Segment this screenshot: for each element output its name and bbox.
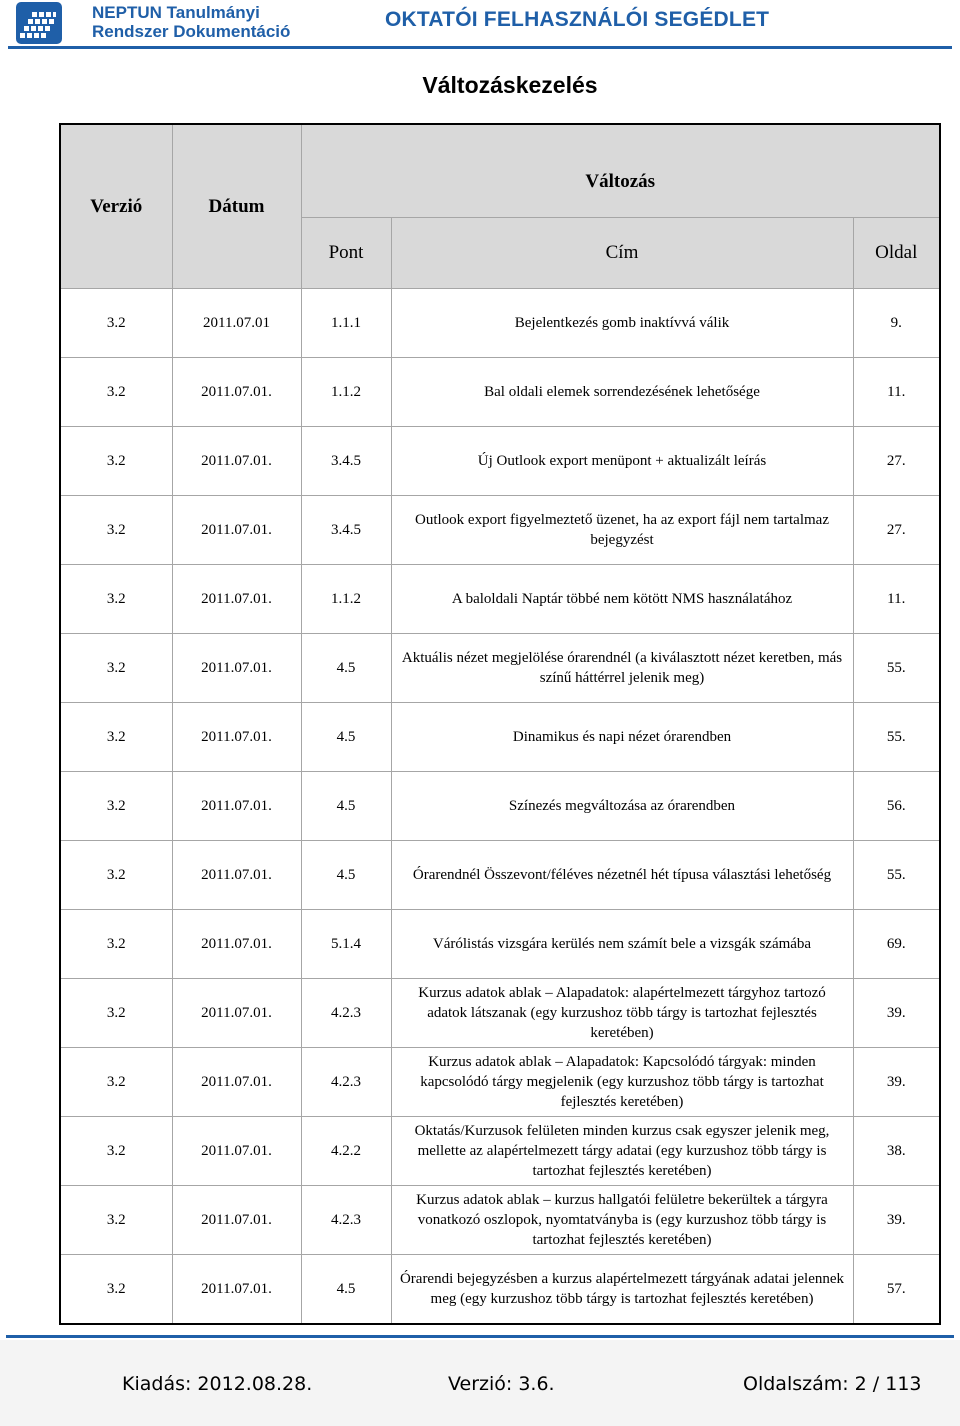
header-verzio: Verzió	[60, 124, 172, 289]
footer-release-date: Kiadás: 2012.08.28.	[122, 1373, 313, 1395]
cell-verzio: 3.2	[60, 703, 172, 772]
table-row	[60, 358, 940, 427]
cell-verzio: 3.2	[60, 1255, 172, 1325]
cell-datum: 2011.07.01	[172, 289, 301, 358]
cell-datum: 2011.07.01.	[172, 427, 301, 496]
cell-pont: 4.5	[301, 703, 391, 772]
cell-cim: Új Outlook export menüpont + aktualizált leírás	[391, 427, 853, 496]
header-valtozas: Változás	[301, 124, 940, 218]
table-row	[60, 703, 940, 772]
cell-oldal: 9.	[853, 289, 940, 358]
cell-oldal: 11.	[853, 565, 940, 634]
cell-oldal: 39.	[853, 1186, 940, 1255]
table-row	[60, 1186, 940, 1255]
cell-verzio: 3.2	[60, 910, 172, 979]
table-row	[60, 910, 940, 979]
cell-datum: 2011.07.01.	[172, 634, 301, 703]
header-oldal: Oldal	[853, 218, 940, 289]
cell-datum: 2011.07.01.	[172, 1186, 301, 1255]
cell-datum: 2011.07.01.	[172, 1255, 301, 1325]
cell-oldal: 11.	[853, 358, 940, 427]
cell-oldal: 57.	[853, 1255, 940, 1325]
cell-datum: 2011.07.01.	[172, 1117, 301, 1186]
page-header	[0, 0, 960, 46]
cell-pont: 1.1.2	[301, 565, 391, 634]
cell-oldal: 39.	[853, 1048, 940, 1117]
cell-pont: 1.1.1	[301, 289, 391, 358]
page-title: Változáskezelés	[422, 72, 598, 98]
cell-datum: 2011.07.01.	[172, 772, 301, 841]
cell-cim: Kurzus adatok ablak – kurzus hallgatói felületre bekerültek a tárgyra vonatkozó oszlopok, nyomtatványba is (egy kurzushoz több tárgy is tartozhat fejlesztés keretében)	[391, 1186, 853, 1255]
header-datum: Dátum	[172, 124, 301, 289]
cell-cim: Oktatás/Kurzusok felületen minden kurzus csak egyszer jelenik meg, mellette az alapértelmezett tárgy adatai (egy kurzushoz több tárgy is tartozhat fejlesztés keretében)	[391, 1117, 853, 1186]
footer-version: Verzió: 3.6.	[448, 1373, 555, 1395]
cell-datum: 2011.07.01.	[172, 979, 301, 1048]
cell-datum: 2011.07.01.	[172, 703, 301, 772]
document-title: OKTATÓI FELHASZNÁLÓI SEGÉDLET	[385, 8, 770, 31]
brand-line-2: Rendszer Dokumentáció	[92, 22, 291, 41]
cell-cim: Bal oldali elemek sorrendezésének lehetősége	[391, 358, 853, 427]
table-row	[60, 772, 940, 841]
cell-verzio: 3.2	[60, 772, 172, 841]
cell-pont: 3.4.5	[301, 496, 391, 565]
table-row	[60, 1255, 940, 1325]
cell-cim: Bejelentkezés gomb inaktívvá válik	[391, 289, 853, 358]
cell-verzio: 3.2	[60, 1048, 172, 1117]
cell-pont: 1.1.2	[301, 358, 391, 427]
cell-oldal: 56.	[853, 772, 940, 841]
cell-verzio: 3.2	[60, 427, 172, 496]
cell-pont: 4.2.2	[301, 1117, 391, 1186]
cell-pont: 3.4.5	[301, 427, 391, 496]
cell-datum: 2011.07.01.	[172, 1048, 301, 1117]
cell-oldal: 27.	[853, 496, 940, 565]
table-row	[60, 496, 940, 565]
cell-cim: Várólistás vizsgára kerülés nem számít bele a vizsgák számába	[391, 910, 853, 979]
cell-pont: 4.5	[301, 772, 391, 841]
cell-pont: 5.1.4	[301, 910, 391, 979]
cell-oldal: 27.	[853, 427, 940, 496]
header-divider	[8, 46, 952, 49]
table-row	[60, 841, 940, 910]
cell-oldal: 55.	[853, 703, 940, 772]
cell-verzio: 3.2	[60, 496, 172, 565]
change-log-table	[59, 123, 941, 1325]
cell-verzio: 3.2	[60, 634, 172, 703]
cell-cim: Dinamikus és napi nézet órarendben	[391, 703, 853, 772]
cell-pont: 4.5	[301, 634, 391, 703]
cell-cim: Órarendi bejegyzésben a kurzus alapértelmezett tárgyának adatai jelennek meg (egy kurzushoz több tárgy is tartozhat fejlesztés keretében)	[391, 1255, 853, 1325]
cell-verzio: 3.2	[60, 289, 172, 358]
cell-pont: 4.5	[301, 1255, 391, 1325]
cell-datum: 2011.07.01.	[172, 910, 301, 979]
footer-page-number: Oldalszám: 2 / 113	[743, 1373, 922, 1395]
cell-pont: 4.2.3	[301, 1186, 391, 1255]
cell-verzio: 3.2	[60, 358, 172, 427]
footer-divider	[6, 1335, 954, 1338]
cell-oldal: 38.	[853, 1117, 940, 1186]
header-cim: Cím	[391, 218, 853, 289]
brand-name	[92, 3, 290, 41]
cell-datum: 2011.07.01.	[172, 496, 301, 565]
table-row	[60, 565, 940, 634]
neptun-logo-icon	[16, 2, 62, 44]
cell-cim: Órarendnél Összevont/féléves nézetnél hét típusa választási lehetőség	[391, 841, 853, 910]
cell-pont: 4.5	[301, 841, 391, 910]
header-pont: Pont	[301, 218, 391, 289]
cell-datum: 2011.07.01.	[172, 358, 301, 427]
table-row	[60, 1048, 940, 1117]
cell-cim: A baloldali Naptár többé nem kötött NMS használatához	[391, 565, 853, 634]
cell-verzio: 3.2	[60, 841, 172, 910]
cell-oldal: 69.	[853, 910, 940, 979]
cell-cim: Outlook export figyelmeztető üzenet, ha az export fájl nem tartalmaz bejegyzést	[391, 496, 853, 565]
brand-line-1: NEPTUN Tanulmányi	[92, 3, 260, 22]
cell-cim: Színezés megváltozása az órarendben	[391, 772, 853, 841]
cell-verzio: 3.2	[60, 979, 172, 1048]
cell-oldal: 39.	[853, 979, 940, 1048]
table-row	[60, 427, 940, 496]
cell-cim: Kurzus adatok ablak – Alapadatok: Kapcsolódó tárgyak: minden kapcsolódó tárgy megjelenik (egy kurzushoz több tárgy is tartozhat fejlesztés keretében)	[391, 1048, 853, 1117]
table-row	[60, 979, 940, 1048]
table-row	[60, 1117, 940, 1186]
cell-pont: 4.2.3	[301, 979, 391, 1048]
cell-datum: 2011.07.01.	[172, 841, 301, 910]
table-row	[60, 289, 940, 358]
cell-pont: 4.2.3	[301, 1048, 391, 1117]
cell-oldal: 55.	[853, 634, 940, 703]
cell-verzio: 3.2	[60, 565, 172, 634]
cell-datum: 2011.07.01.	[172, 565, 301, 634]
cell-cim: Aktuális nézet megjelölése órarendnél (a kiválasztott nézet keretben, más színű háttérrel jelenik meg)	[391, 634, 853, 703]
cell-verzio: 3.2	[60, 1186, 172, 1255]
cell-cim: Kurzus adatok ablak – Alapadatok: alapértelmezett tárgyhoz tartozó adatok látszanak (egy kurzushoz több tárgy is tartozhat fejlesztés keretében)	[391, 979, 853, 1048]
cell-oldal: 55.	[853, 841, 940, 910]
table-body	[60, 289, 940, 1325]
table-row	[60, 634, 940, 703]
cell-verzio: 3.2	[60, 1117, 172, 1186]
